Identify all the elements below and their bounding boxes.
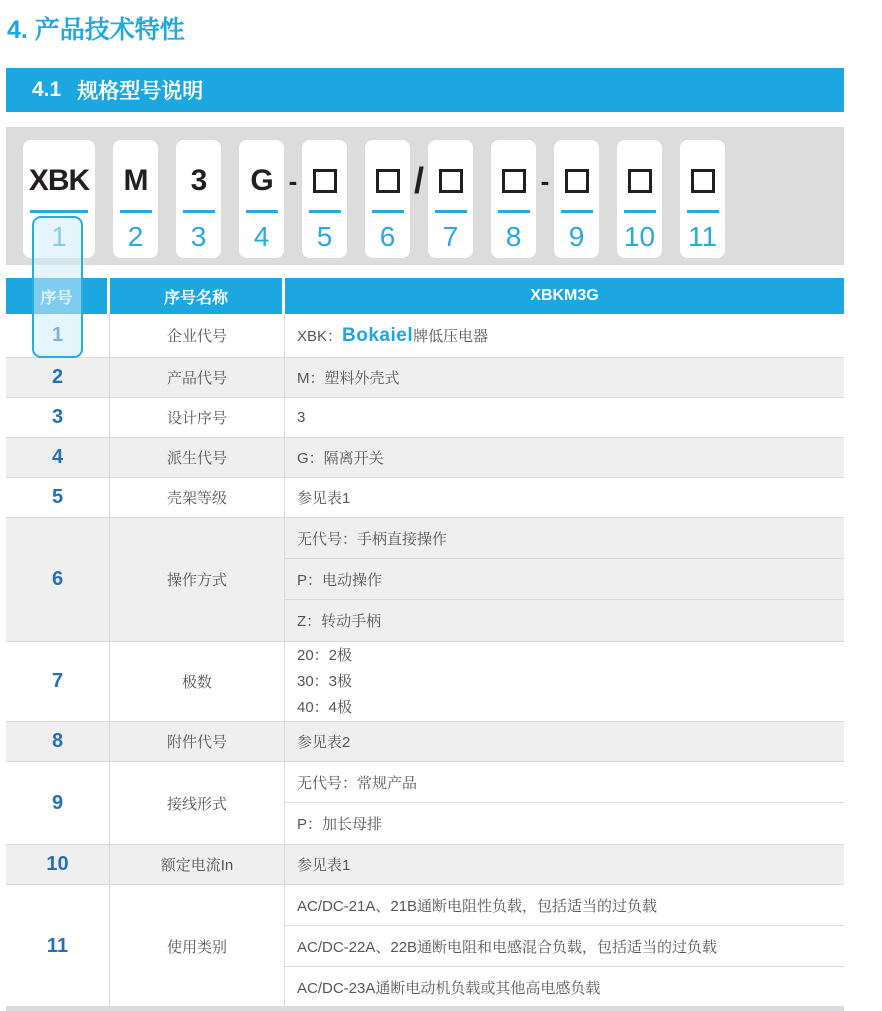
code-symbol xyxy=(691,152,715,210)
code-box-9 xyxy=(554,140,599,258)
code-box-7 xyxy=(428,140,473,258)
code-underline xyxy=(435,210,467,213)
row-value-cell xyxy=(285,518,844,641)
row-sub-value: P：电动操作 xyxy=(285,559,844,600)
row-name: 附件代号 xyxy=(110,722,285,761)
section-header-bar xyxy=(6,68,844,112)
row-value-cell xyxy=(285,358,844,397)
code-symbol xyxy=(502,152,526,210)
row-number: 3 xyxy=(6,398,110,437)
row-value xyxy=(297,325,844,347)
row-value: 参见表1 xyxy=(297,490,351,507)
table-row xyxy=(6,642,844,722)
section-number: 4.1 xyxy=(32,78,62,101)
row-value: 3 xyxy=(297,409,306,426)
placeholder-square-icon xyxy=(439,169,463,193)
row-value-line: 20：2极 xyxy=(297,646,353,664)
placeholder-square-icon xyxy=(313,169,337,193)
code-underline xyxy=(309,210,341,213)
row-value-cell xyxy=(285,478,844,517)
row-value-cell xyxy=(285,885,844,1008)
code-underline xyxy=(372,210,404,213)
code-digit: 5 xyxy=(316,221,333,252)
table-row xyxy=(6,478,844,518)
code-digit: 10 xyxy=(623,221,656,252)
code-symbol: G xyxy=(250,164,273,197)
code-symbol xyxy=(565,152,589,210)
placeholder-square-icon xyxy=(565,169,589,193)
code-box-2 xyxy=(113,140,158,258)
code-underline xyxy=(246,210,278,213)
row-name: 壳架等级 xyxy=(110,478,285,517)
code-separator: - xyxy=(540,165,550,196)
row-value-cell xyxy=(285,314,844,357)
row-number: 2 xyxy=(6,358,110,397)
code-symbol xyxy=(313,152,337,210)
row-value-cell xyxy=(285,722,844,761)
code-box-5 xyxy=(302,140,347,258)
row-sub-value: 无代号：常规产品 xyxy=(285,762,844,803)
row-value-cell xyxy=(285,845,844,884)
code-box-10 xyxy=(617,140,662,258)
code-underline xyxy=(120,210,152,213)
code-underline xyxy=(624,210,656,213)
row-name: 企业代号 xyxy=(110,314,285,357)
table-row xyxy=(6,438,844,478)
code-box-11 xyxy=(680,140,725,258)
code-underline xyxy=(183,210,215,213)
row-sub-value: 无代号：手柄直接操作 xyxy=(285,518,844,559)
row-number: 8 xyxy=(6,722,110,761)
row-sub-value: P：加长母排 xyxy=(297,816,383,833)
placeholder-square-icon xyxy=(628,169,652,193)
row-name: 额定电流In xyxy=(110,845,285,884)
code-underline xyxy=(561,210,593,213)
table-row xyxy=(6,845,844,885)
code-separator: - xyxy=(288,165,298,196)
row-value-cell xyxy=(285,398,844,437)
table-row xyxy=(6,314,844,358)
brand-name: Bokaiel xyxy=(342,324,414,346)
row-number: 7 xyxy=(6,642,110,721)
code-separator: / xyxy=(413,160,424,201)
row-sub-value: AC/DC-23A通断电动机负载或其他高电感负载 xyxy=(297,980,601,997)
spec-table xyxy=(6,278,844,1008)
code-symbol xyxy=(628,152,652,210)
row-value-cell xyxy=(285,438,844,477)
code-digit: 11 xyxy=(687,221,718,252)
row-number: 6 xyxy=(6,518,110,641)
highlight-overlay-digit-1 xyxy=(32,216,83,358)
placeholder-square-icon xyxy=(376,169,400,193)
row-number: 11 xyxy=(6,885,110,1008)
code-digit: 7 xyxy=(442,221,459,252)
code-symbol xyxy=(376,152,400,210)
code-digit: 8 xyxy=(505,221,522,252)
row-value: M：塑料外壳式 xyxy=(297,370,400,387)
row-name: 产品代号 xyxy=(110,358,285,397)
code-symbol: XBK xyxy=(28,164,90,197)
code-digit: 3 xyxy=(190,221,207,252)
table-body xyxy=(6,314,844,1008)
row-value: 参见表2 xyxy=(297,734,351,751)
row-number: 4 xyxy=(6,438,110,477)
code-digit: 9 xyxy=(568,221,585,252)
row-sub-value: AC/DC-21A、21B通断电阻性负载，包括适当的过负载 xyxy=(285,885,844,926)
row-name: 操作方式 xyxy=(110,518,285,641)
row-name: 使用类别 xyxy=(110,885,285,1008)
row-value-suffix: 牌低压电器 xyxy=(413,327,489,345)
code-box-8 xyxy=(491,140,550,258)
code-box-4 xyxy=(239,140,298,258)
code-symbol xyxy=(439,152,463,210)
row-value-prefix: XBK： xyxy=(297,327,343,345)
code-underline xyxy=(30,210,88,213)
row-name: 接线形式 xyxy=(110,762,285,844)
row-sub-value: AC/DC-22A、22B通断电阻和电感混合负载，包括适当的过负载 xyxy=(285,926,844,967)
code-box-3 xyxy=(176,140,221,258)
code-symbol: M xyxy=(123,164,148,197)
row-number: 10 xyxy=(6,845,110,884)
row-name: 设计序号 xyxy=(110,398,285,437)
table-header-row xyxy=(6,278,844,314)
row-value: 参见表1 xyxy=(297,857,351,874)
row-value: G：隔离开关 xyxy=(297,450,384,467)
placeholder-square-icon xyxy=(691,169,715,193)
table-row xyxy=(6,398,844,438)
table-row xyxy=(6,762,844,845)
placeholder-square-icon xyxy=(502,169,526,193)
code-digit: 6 xyxy=(379,221,396,252)
table-header-cell: 序号名称 xyxy=(110,278,285,314)
model-code-panel xyxy=(6,127,844,265)
table-row xyxy=(6,722,844,762)
table-header-cell: XBKM3G xyxy=(530,287,599,304)
row-name: 极数 xyxy=(110,642,285,721)
code-digit: 2 xyxy=(127,221,144,252)
code-digit: 4 xyxy=(253,221,270,252)
code-underline xyxy=(498,210,530,213)
page-title: 4. 产品技术特性 xyxy=(7,16,185,44)
row-value-line: 40：4极 xyxy=(297,698,353,716)
table-row xyxy=(6,518,844,642)
row-number: 9 xyxy=(6,762,110,844)
row-sub-value: Z：转动手柄 xyxy=(297,613,382,630)
row-value-cell xyxy=(285,642,844,721)
code-underline xyxy=(687,210,719,213)
table-row xyxy=(6,358,844,398)
row-number: 5 xyxy=(6,478,110,517)
section-title: 规格型号说明 xyxy=(77,80,204,103)
code-symbol: 3 xyxy=(190,164,207,197)
bottom-strip xyxy=(6,1006,844,1011)
code-box-6 xyxy=(365,140,424,258)
row-value-cell xyxy=(285,762,844,844)
table-row xyxy=(6,885,844,1008)
row-name: 派生代号 xyxy=(110,438,285,477)
row-value-line: 30：3极 xyxy=(297,672,353,690)
